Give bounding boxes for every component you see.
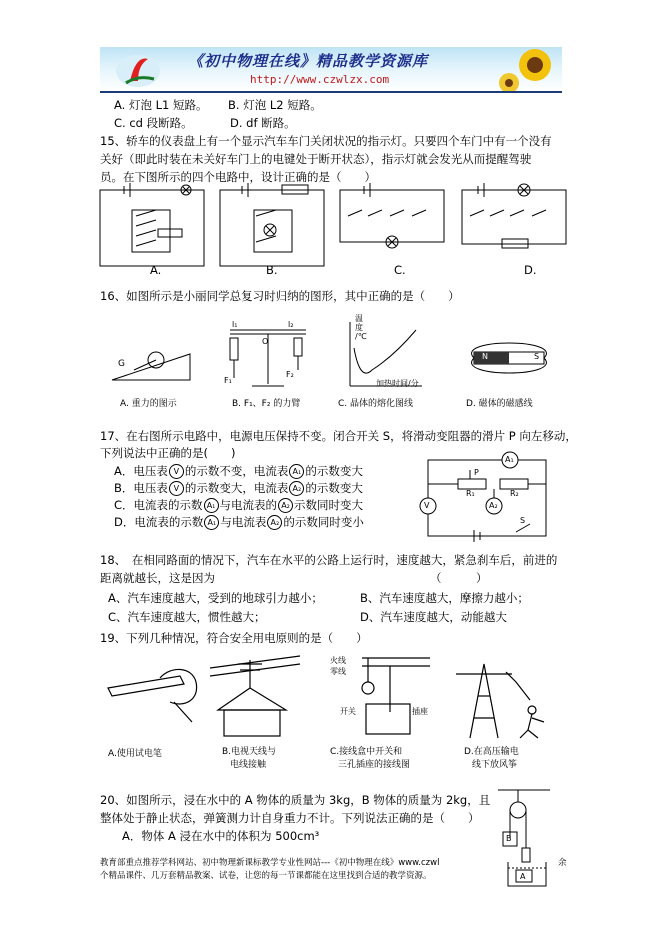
q18-option-a: A、汽车速度越大，受到的地球引力越小； — [108, 591, 323, 605]
q17-circuit-s: S — [520, 516, 526, 525]
q17-circuit — [418, 452, 558, 542]
q17-option-b: B．电压表 V 的示数变大，电流表 A₂ 的示数变大 — [114, 481, 363, 495]
q19-fig-c-neutral: 零线 — [330, 667, 346, 676]
q15-label-a: A. — [150, 263, 162, 277]
q15-label-b: B. — [266, 263, 278, 277]
q19-caption-b: B.电视天线与 电线接触 — [222, 747, 277, 770]
q18-line-2: 距离就越长，这是因为 — [100, 571, 215, 585]
logo-icon — [108, 47, 168, 91]
q20-option-a: A．物体 A 浸在水中的体积为 500cm³ — [122, 829, 320, 843]
q18-option-d: D、汽车速度越大，动能越大 — [360, 610, 507, 624]
q15-circuit-diagrams — [96, 180, 576, 280]
q15-label-c: C. — [394, 263, 406, 277]
q20-line-1: 20、如图所示，浸在水中的 A 物体的质量为 3kg，B 物体的质量为 2kg，且 — [100, 793, 491, 807]
q16-fig-b-f1: F₁ — [224, 376, 232, 385]
footer-line-1-tail: 余 — [558, 858, 567, 868]
q16-fig-b-l1: l₁ — [232, 320, 238, 329]
footer-line-2: 个精品课件、几万套精品教案、试卷，让您的每一节课都能在这里找到合适的教学资源。 — [100, 871, 432, 881]
q17-circuit-r2: R₂ — [510, 489, 519, 498]
q17-option-a: A．电压表 V 的示数不变，电流表 A₁ 的示数变大 — [114, 464, 363, 478]
q16-caption-c: C. 晶体的熔化图线 — [338, 399, 414, 409]
q16-figures — [104, 308, 564, 398]
q19-caption-a: A.使用试电笔 — [108, 749, 162, 759]
q17-option-c: C．电流表的示数 A₁ 与电流表的 A₂ 示数同时变大 — [114, 498, 364, 512]
q16-caption-b: B. F₁、F₂ 的力臂 — [232, 399, 301, 409]
q17-line-2: 下列说法中正确的是( ) — [100, 446, 236, 460]
q15-line-1: 15、轿车的仪表盘上有一个显示汽车车门关闭状况的指示灯。只要四个车门中有一个没有 — [100, 134, 552, 148]
q16-fig-b-o: O — [262, 337, 269, 346]
q15-label-d: D. — [524, 263, 537, 277]
q14-option-c: C. cd 段断路。 — [114, 116, 193, 130]
q17-line-1: 17、在右图所示电路中，电源电压保持不变。闭合开关 S，将滑动变阻器的滑片 P 向左移动， — [100, 429, 577, 443]
q17-circuit-a2: A₂ — [489, 501, 498, 510]
q16-fig-d-n: N — [482, 352, 488, 361]
banner-url[interactable]: http://www.czwlzx.com — [250, 73, 390, 86]
q18-option-b: B、汽车速度越大，摩擦力越小； — [360, 591, 529, 605]
q16-fig-a-label: G — [118, 359, 125, 369]
q19-caption-d: D.在高压输电 线下放风筝 — [464, 747, 519, 770]
q19-caption-c: C.接线盒中开关和 三孔插座的接线图 — [330, 747, 411, 770]
q15-line-2: 关好（即此时装在未关好车门上的电键处于断开状态），指示灯就会发光从而提醒驾驶 — [100, 152, 532, 166]
q19-fig-c-socket: 插座 — [412, 707, 428, 716]
q19-stem: 19、下列几种情况，符合安全用电原则的是（ ） — [100, 631, 368, 645]
q16-stem: 16、如图所示是小丽同学总复习时归纳的图形，其中正确的是（ ） — [100, 289, 460, 303]
q18-option-c: C、汽车速度越大，惯性越大； — [108, 610, 266, 624]
banner-title: 《初中物理在线》精品教学资源库 — [188, 52, 429, 70]
q19-fig-c-live: 火线 — [330, 656, 346, 665]
sunflower-icon — [495, 47, 562, 91]
q16-fig-d-s: S — [534, 352, 540, 361]
q20-line-2: 整体处于静止状态，弹簧测力计自身重力不计。下列说法正确的是（ ） — [100, 811, 480, 825]
q16-fig-c-ylabel: 温 度 /℃ — [355, 314, 367, 341]
q17-circuit-p: P — [474, 468, 479, 477]
q16-fig-b-f2: F₂ — [286, 370, 294, 379]
q20-fig-label-b: B — [506, 834, 512, 843]
q17-circuit-a1: A₁ — [505, 455, 514, 464]
q15-line-3: 员。在下图所示的四个电路中，设计正确的是（ ） — [100, 170, 376, 184]
q16-caption-d: D. 磁体的磁感线 — [466, 399, 533, 409]
q17-option-d: D．电流表的示数 A₁ 与电流表 A₂ 的示数同时变小 — [114, 515, 364, 529]
q17-circuit-r1: R₁ — [466, 489, 475, 498]
q16-caption-a: A. 重力的图示 — [120, 399, 177, 409]
q18-line-1: 18、 在相同路面的情况下，汽车在水平的公路上运行时，速度越大，紧急刹车后，前进的 — [100, 553, 558, 567]
q17-circuit-v: V — [424, 501, 430, 510]
q14-option-d: D. df 断路。 — [230, 116, 296, 130]
q16-fig-c-xlabel: 加热时间/分 — [376, 379, 419, 388]
q14-option-b: B. 灯泡 L2 短路。 — [228, 98, 322, 112]
site-banner — [100, 47, 562, 93]
q19-fig-c-switch: 开关 — [340, 707, 356, 716]
q20-fig-label-a: A — [520, 872, 526, 881]
q16-fig-b-l2: l₂ — [288, 320, 294, 329]
q14-option-a: A. 灯泡 L1 短路。 — [114, 98, 208, 112]
footer-line-1: 教育部重点推荐学科网站、初中物理新课标教学专业性网站---《初中物理在线》www.czwl — [100, 858, 440, 868]
q18-bracket: （ ） — [430, 571, 488, 585]
